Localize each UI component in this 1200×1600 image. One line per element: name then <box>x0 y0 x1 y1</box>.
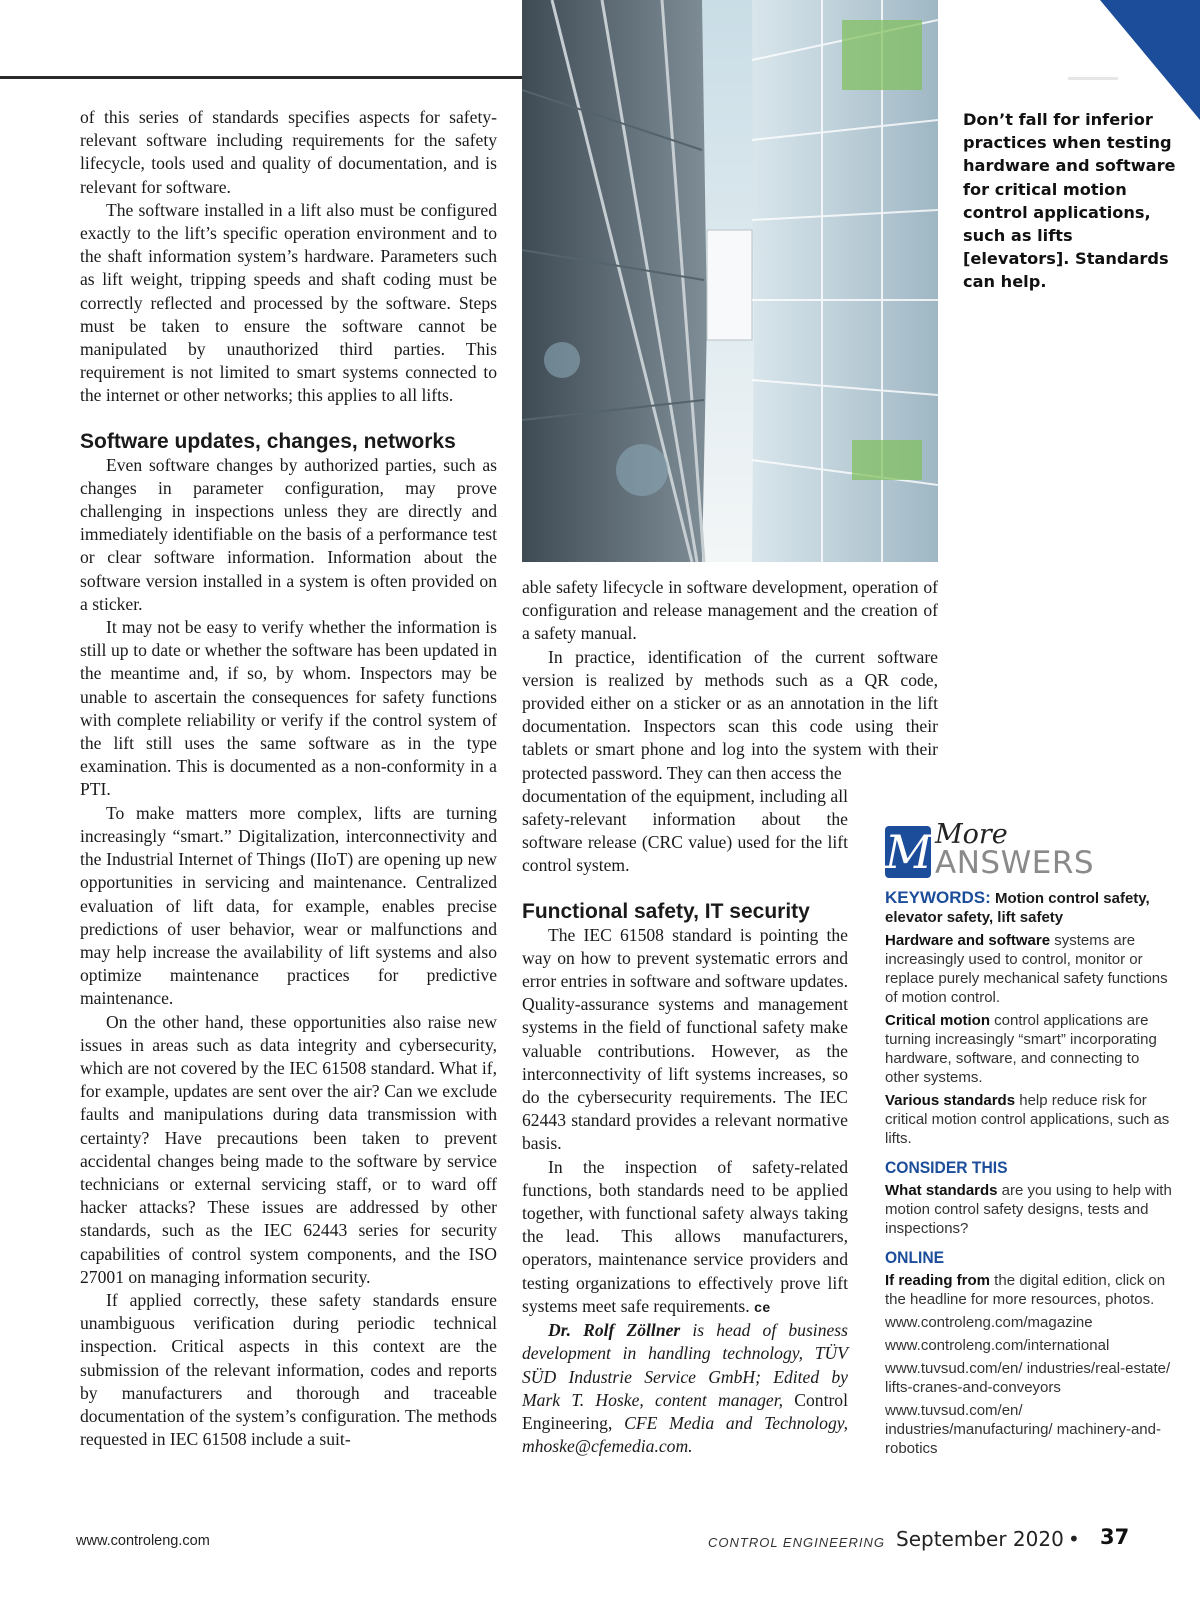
section-heading: Software updates, changes, networks <box>80 429 456 453</box>
resource-link[interactable]: www.controleng.com/magazine <box>885 1314 1093 1331</box>
bullet-text: control applications are turning increasingly “smart” incorporating hardware, software, and connecting to other systems. <box>885 1012 1157 1086</box>
paragraph: able safety lifecycle in software development, operation of configuration and release management and the creation of a safety manual. <box>522 577 938 644</box>
online-rest: the digital edition, click on the headline for more resources, photos. <box>885 1272 1166 1308</box>
resource-link[interactable]: www.tuvsud.com/en/ industries/manufacturing/ machinery-and-robotics <box>885 1402 1161 1457</box>
keywords-label: KEYWORDS: <box>885 888 991 907</box>
online-text <box>885 1271 1175 1309</box>
consider-rest: are you using to help with motion control safety designs, tests and inspections? <box>885 1182 1172 1237</box>
article-column-1 <box>80 106 497 1451</box>
paragraph: The software installed in a lift also must be configured exactly to the lift’s specific operation environment and to the shaft information system’s hardware. Parameters such as lift weight, tripping speeds and shaft coding must be correctly reflected and processed by the software. Steps must be taken to ensure the software cannot be manipulated by unauthorized third parties. This requirement is not limited to smart systems connected to the internet or other networks; this applies to all lifts. <box>80 199 497 406</box>
paragraph: To make matters more complex, lifts are turning increasingly “smart.” Digitalization, interconnectivity and the Industrial Internet of Things (IIoT) are opening up new opportunities in servicing and maintenance. Centralized evaluation of lift data, for example, enables precise predictions of user behavior, wear or malfunctions and may help increase the availability of lift systems and also optimize maintenance practices for predictive maintenance. <box>80 802 497 1009</box>
bullet-text: systems are increasingly used to control, monitor or replace purely mechanical safety functions of motion control. <box>885 932 1168 1006</box>
page-number: 37 <box>1100 1525 1130 1549</box>
paragraph <box>522 1156 848 1319</box>
bio-text: is head of business development in handling technology, TÜV SÜD Industrie Service GmbH; Edited by Mark T. Hoske, content manager, <box>522 1320 848 1410</box>
logo-more: More <box>935 819 1008 850</box>
logo-answers: ANSWERS <box>935 845 1095 881</box>
paragraph-text: In the inspection of safety-related functions, both standards need to be applied together, with functional safety always taking the lead. This allows manufacturers, operators, maintenance service providers and testing organizations to effectively prove lift systems meet safe requirements. <box>522 1156 848 1316</box>
bullet-text: help reduce risk for critical motion control applications, such as lifts. <box>885 1092 1170 1147</box>
consider-text <box>885 1181 1175 1238</box>
elevator-shaft-photo <box>522 0 938 562</box>
footer-magazine: CONTROL ENGINEERING <box>708 1535 885 1550</box>
paragraph: The IEC 61508 standard is pointing the way on how to prevent systematic errors and error entries in software and software updates. Quality-assurance systems and management systems in the field of functional safety make valuable contributions. However, as the interconnectivity of lift systems increases, so do the cybersecurity requirements. The IEC 62443 standard provides a relevant normative basis. <box>522 924 848 1154</box>
article-column-2 <box>522 576 938 1458</box>
resource-link[interactable]: www.tuvsud.com/en/ industries/real-estate/ lifts-cranes-and-conveyors <box>885 1360 1171 1396</box>
author-name: Dr. Rolf Zöllner <box>548 1320 681 1341</box>
logo-text <box>935 819 1095 881</box>
more-answers-sidebar <box>885 820 1175 1458</box>
end-mark: ce <box>754 1298 771 1315</box>
consider-lead: What standards <box>885 1182 998 1199</box>
sidebar-bullet <box>885 1091 1175 1148</box>
online-lead: If reading from <box>885 1272 991 1289</box>
section-heading: Functional safety, IT security <box>522 899 810 923</box>
keywords <box>885 888 1175 927</box>
footer-bullet: • <box>1068 1527 1080 1551</box>
bullet-lead: Various standards <box>885 1092 1016 1109</box>
paragraph: of this series of standards specifies aspects for safety-relevant software including requirements for the safety lifecycle, tools used and quality of documentation, and is relevant for software. <box>80 107 497 197</box>
more-answers-logo <box>885 819 1175 881</box>
sidebar-bullet <box>885 931 1175 1007</box>
paragraph: It may not be easy to verify whether the information is still up to date or whether the software has been updated in the meantime and, if so, by whom. Inspectors may be unable to ascertain the consequences for safety functions with complete reliability or verify if the control system of the lift still uses the same software as in the type examination. This is documented as a non-conformity in a PTI. <box>80 617 497 800</box>
narrow-block <box>522 785 848 1458</box>
top-rule <box>0 76 522 79</box>
paragraph: Even software changes by authorized parties, such as changes in parameter configuration, may prove challenging in inspections unless they are directly and immediately identifiable on the basis of a performance test or clear software information. Information about the software version installed in a system is often provided on a sticker. <box>80 454 497 614</box>
footer-url[interactable]: www.controleng.com <box>76 1533 210 1549</box>
author-bio <box>522 1319 848 1458</box>
corner-dash <box>1068 77 1118 80</box>
sidebar-bullet <box>885 1011 1175 1087</box>
pull-quote: Don’t fall for inferior practices when testing hardware and software for critical motion control applications, such as lifts [elevators]. Standards can help. <box>963 110 1176 292</box>
resource-link[interactable]: www.controleng.com/international <box>885 1337 1110 1354</box>
bullet-lead: Hardware and software <box>885 932 1051 949</box>
paragraph: In practice, identification of the current software version is realized by methods such as a QR code, provided either on a sticker or as an annotation in the lift documentation. Inspectors scan this code using their tablets or smart phone and log into the system with their protected password. They can then access the <box>522 646 938 783</box>
consider-heading: CONSIDER THIS <box>885 1158 1008 1177</box>
m-logo-icon: M <box>885 825 933 879</box>
corner-tab <box>1100 0 1200 120</box>
footer-date: September 2020 <box>896 1527 1064 1551</box>
bullet-lead: Critical motion <box>885 1012 991 1029</box>
elevator-shaft-illustration <box>522 0 938 562</box>
bio-magazine: Control Engineering, <box>522 1389 848 1433</box>
bio-contact: CFE Media and Technology, mhoske@cfemedia.com. <box>522 1412 848 1457</box>
paragraph: If applied correctly, these safety standards ensure unambiguous verification during periodic technical inspection. Critical aspects in this context are the submission of the relevant information, codes and reports by manufacturers and thorough and traceable documentation of the system’s configuration. The methods requested in IEC 61508 include a suit- <box>80 1289 497 1450</box>
paragraph: documentation of the equipment, including all safety-relevant information about the software release (CRC value) used for the lift control system. <box>522 785 848 876</box>
online-heading: ONLINE <box>885 1248 945 1267</box>
paragraph: On the other hand, these opportunities also raise new issues in areas such as data integrity and cybersecurity, which are not covered by the IEC 61508 standard. What if, for example, updates are sent over the air? Can we exclude faults and manipulations during data transmission with certainty? Have precautions been taken to prevent accidental changes being made to the software by service technicians or external servicing staff, or to ward off hacker attacks? These issues are addressed by other standards, such as the IEC 62443 series for security capabilities of control system components, and the ISO 27001 on managing information security. <box>80 1011 497 1287</box>
keywords-text: Motion control safety, elevator safety, lift safety <box>885 890 1150 926</box>
